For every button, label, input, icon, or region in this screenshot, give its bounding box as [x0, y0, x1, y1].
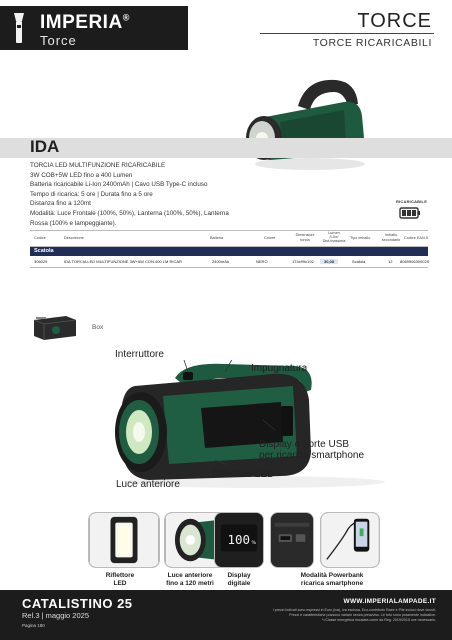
- rechargeable-badge: [396, 199, 428, 225]
- thumb-label-powerbank: Modalità Powerbank ricarica smartphone: [300, 572, 364, 587]
- brand-name: IMPERIA®: [40, 12, 130, 33]
- footer-disclaimer: I prezzi indicati sono espressi in Euro (iva), iva esclusa. Eco-contributo Raee e Pile inclusi dove dovuti. Prezzi e caratteristiche possono variare senza preavviso. Le foto sono puramente indicative. *=Classe energetica riscalata come da Reg. 2019/2015 ove necessario.: [272, 608, 436, 622]
- website-link[interactable]: WWW.IMPERIALAMPADE.IT: [343, 598, 436, 605]
- thumb-label-reflector: Riflettore LED: [105, 572, 135, 587]
- header-lumen: Lumen /LDe/ Dist.massima: [322, 231, 346, 244]
- thumb-powerbank: [320, 512, 380, 568]
- description-line: Batteria ricaricabile Li-Ion 2400mAh | Cavo USB Type-C incluso: [30, 181, 208, 189]
- description-line: Tempo di ricarica: 5 ore | Durata fino a 5 ore: [30, 190, 153, 198]
- thumb-label-front-light: Luce anteriore fino a 120 metri: [166, 572, 214, 587]
- box-image: [30, 312, 78, 342]
- thumb-usb-ports: [270, 512, 314, 568]
- battery-icon: [399, 206, 421, 220]
- cell-battery: 2400mAh: [212, 259, 230, 264]
- box-label: Box: [92, 324, 104, 331]
- callout-switch: Interruttore: [115, 349, 164, 360]
- usb-ports-image: [271, 513, 313, 567]
- brand-logo: [0, 6, 188, 50]
- header-description: Descrizione: [64, 236, 84, 240]
- header-battery: Batteria: [210, 236, 224, 240]
- product-table: [30, 230, 428, 268]
- thumb-label-display: Display digitale: [227, 572, 251, 587]
- cell-dimensions: 174x99x192: [292, 259, 314, 264]
- callout-front-light: Luce anteriore: [116, 479, 180, 490]
- header-divider: [260, 33, 434, 34]
- table-group-row: Scatola: [30, 247, 428, 256]
- flashlight-icon: [11, 11, 27, 45]
- cell-pack-qty: 12: [388, 259, 393, 264]
- description-line: Rossa (100% e lampeggiante).: [30, 219, 117, 227]
- header-pack-type: Tipo imballo: [350, 236, 371, 240]
- cell-color: NERO: [256, 259, 268, 264]
- description-line: Modalità: Luce Frontale (100%, 50%), Lanterna (100%, 50%), Lanterna: [30, 209, 229, 217]
- callout-reflector: Riflettore LED: [212, 469, 275, 480]
- header-ean: Codice EAN 5: [404, 236, 428, 240]
- cell-description: IDA TORCIA LED MULTIFUNZIONE 3W+5W CON 400 LM RICAR: [64, 259, 182, 264]
- cell-code: 306029: [34, 259, 48, 264]
- table-row: [30, 256, 428, 268]
- page-number: Pagina 180: [22, 623, 45, 628]
- cell-pack-type: Scatola: [352, 259, 366, 264]
- powerbank-image: [321, 513, 379, 567]
- product-name: IDA: [30, 137, 60, 156]
- header-pack-qty: Imballo secondario: [381, 233, 401, 242]
- thumb-display: [214, 512, 264, 568]
- product-hero-image: [240, 72, 372, 174]
- rechargeable-label: RICARICABILE: [396, 199, 428, 204]
- description-line: Distanza fino a 120mt: [30, 200, 91, 208]
- header-code: Codice: [34, 236, 46, 240]
- description-line: TORCIA LED MULTIFUNZIONE RICARICABILE: [30, 162, 166, 169]
- cell-ean: 8069906300029: [400, 259, 429, 264]
- cell-price: 30,08: [320, 259, 338, 264]
- header-dimensions: Dimensioni torcia: [295, 233, 315, 242]
- page-subtitle: TORCE RICARICABILI: [312, 37, 432, 49]
- catalog-release: Rel.3 | maggio 2025: [22, 611, 89, 620]
- thumb-reflector: [88, 512, 160, 568]
- display-image: [215, 513, 263, 567]
- brand-subtitle: Torce: [40, 33, 77, 48]
- page-title: TORCE: [357, 10, 432, 32]
- reflector-image: [89, 513, 159, 567]
- header-color: Colore: [264, 236, 276, 240]
- product-description: [30, 161, 320, 228]
- page-footer: [0, 590, 452, 640]
- catalog-title: CATALISTINO 25: [22, 596, 133, 611]
- svg-text:%: %: [251, 540, 257, 546]
- table-header: [30, 230, 428, 247]
- callout-handle: Impugnatura: [251, 363, 308, 374]
- callout-display: Display e porte USB per ricarica smartphone: [259, 439, 365, 461]
- svg-text:100: 100: [227, 531, 251, 547]
- product-title-band: [0, 138, 452, 158]
- description-line: 3W COB+5W LED fino a 400 Lumen: [30, 171, 133, 179]
